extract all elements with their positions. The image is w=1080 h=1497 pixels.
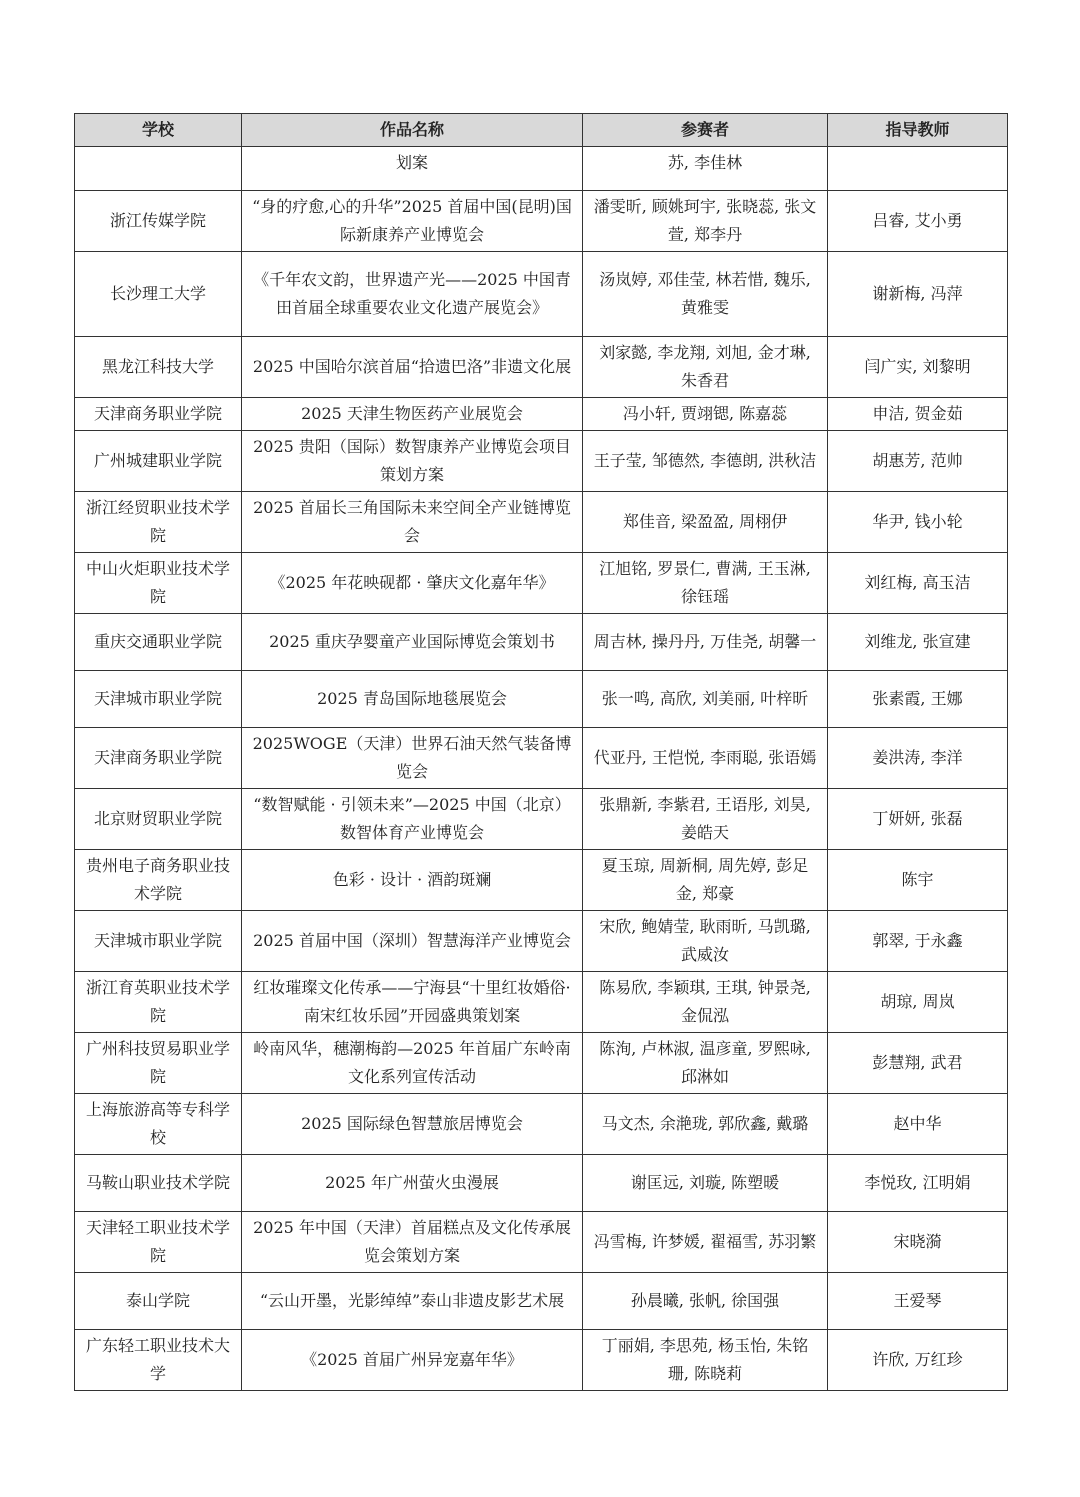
cell-school: 上海旅游高等专科学校 bbox=[75, 1094, 242, 1155]
cell-teachers: 刘红梅, 高玉洁 bbox=[828, 553, 1008, 614]
cell-participants: 王子莹, 邹德然, 李德朗, 洪秋洁 bbox=[583, 431, 828, 492]
cell-participants: 张鼎新, 李紫君, 王语彤, 刘昊, 姜皓天 bbox=[583, 789, 828, 850]
cell-work-title: 红妆璀璨文化传承——宁海县“十里红妆婚俗·南宋红妆乐园”开园盛典策划案 bbox=[242, 972, 583, 1033]
header-teachers: 指导教师 bbox=[828, 114, 1008, 147]
cell-teachers: 郭翠, 于永鑫 bbox=[828, 911, 1008, 972]
table-row bbox=[75, 553, 1008, 614]
cell-participants: 冯小轩, 贾翊锶, 陈嘉蕊 bbox=[583, 398, 828, 431]
table-row bbox=[75, 1330, 1008, 1391]
table-header-row bbox=[75, 114, 1008, 147]
cell-work-title: 2025 首届长三角国际未来空间全产业链博览会 bbox=[242, 492, 583, 553]
cell-work-title: 色彩 · 设计 · 酒韵斑斓 bbox=[242, 850, 583, 911]
cell-participants: 苏, 李佳林 bbox=[583, 147, 828, 191]
header-participants: 参赛者 bbox=[583, 114, 828, 147]
cell-school: 广州科技贸易职业学院 bbox=[75, 1033, 242, 1094]
cell-participants: 陈洵, 卢林淑, 温彦童, 罗熙咏, 邱淋如 bbox=[583, 1033, 828, 1094]
cell-teachers: 吕睿, 艾小勇 bbox=[828, 191, 1008, 252]
cell-participants: 张一鸣, 高欣, 刘美丽, 叶梓昕 bbox=[583, 671, 828, 728]
cell-teachers: 丁妍妍, 张磊 bbox=[828, 789, 1008, 850]
table-row bbox=[75, 1212, 1008, 1273]
cell-school: 黑龙江科技大学 bbox=[75, 337, 242, 398]
cell-school: 广东轻工职业技术大学 bbox=[75, 1330, 242, 1391]
table-row bbox=[75, 398, 1008, 431]
cell-school: 中山火炬职业技术学院 bbox=[75, 553, 242, 614]
cell-teachers: 姜洪涛, 李洋 bbox=[828, 728, 1008, 789]
table-row-continuation bbox=[75, 147, 1008, 191]
table-row bbox=[75, 252, 1008, 337]
cell-participants: 郑佳音, 梁盈盈, 周栩伊 bbox=[583, 492, 828, 553]
table-row bbox=[75, 431, 1008, 492]
table-row bbox=[75, 191, 1008, 252]
cell-work-title: “云山开墨，光影绰绰”泰山非遗皮影艺术展 bbox=[242, 1273, 583, 1330]
cell-work-title: 2025WOGE（天津）世界石油天然气装备博览会 bbox=[242, 728, 583, 789]
cell-participants: 丁丽娟, 李思苑, 杨玉怡, 朱铭珊, 陈晓莉 bbox=[583, 1330, 828, 1391]
cell-participants: 谢匡远, 刘璇, 陈塑暖 bbox=[583, 1155, 828, 1212]
cell-work-title: 2025 国际绿色智慧旅居博览会 bbox=[242, 1094, 583, 1155]
cell-teachers: 胡惠芳, 范帅 bbox=[828, 431, 1008, 492]
cell-participants: 汤岚婷, 邓佳莹, 林若惜, 魏乐, 黄雅雯 bbox=[583, 252, 828, 337]
table-row bbox=[75, 1273, 1008, 1330]
header-work-title: 作品名称 bbox=[242, 114, 583, 147]
table-row bbox=[75, 789, 1008, 850]
table-row bbox=[75, 911, 1008, 972]
cell-teachers: 华尹, 钱小轮 bbox=[828, 492, 1008, 553]
cell-work-title: 划案 bbox=[242, 147, 583, 191]
cell-work-title: “身的疗愈,心的升华”2025 首届中国(昆明)国际新康养产业博览会 bbox=[242, 191, 583, 252]
cell-participants: 刘家懿, 李龙翔, 刘旭, 金才琳, 朱香君 bbox=[583, 337, 828, 398]
cell-teachers bbox=[828, 147, 1008, 191]
cell-participants: 江旭铭, 罗景仁, 曹满, 王玉淋, 徐钰瑶 bbox=[583, 553, 828, 614]
cell-teachers: 张素霞, 王娜 bbox=[828, 671, 1008, 728]
cell-school: 浙江育英职业技术学院 bbox=[75, 972, 242, 1033]
cell-school: 长沙理工大学 bbox=[75, 252, 242, 337]
cell-participants: 冯雪梅, 许梦媛, 翟福雪, 苏羽繁 bbox=[583, 1212, 828, 1273]
cell-teachers: 赵中华 bbox=[828, 1094, 1008, 1155]
cell-work-title: 2025 天津生物医药产业展览会 bbox=[242, 398, 583, 431]
cell-teachers: 陈宇 bbox=[828, 850, 1008, 911]
cell-teachers: 宋晓漪 bbox=[828, 1212, 1008, 1273]
table-row bbox=[75, 1094, 1008, 1155]
cell-work-title: 2025 年中国（天津）首届糕点及文化传承展览会策划方案 bbox=[242, 1212, 583, 1273]
cell-school: 贵州电子商务职业技术学院 bbox=[75, 850, 242, 911]
cell-school: 浙江经贸职业技术学院 bbox=[75, 492, 242, 553]
cell-teachers: 许欣, 万红珍 bbox=[828, 1330, 1008, 1391]
cell-work-title: 2025 青岛国际地毯展览会 bbox=[242, 671, 583, 728]
cell-school: 北京财贸职业学院 bbox=[75, 789, 242, 850]
cell-participants: 代亚丹, 王恺悦, 李雨聪, 张语嫣 bbox=[583, 728, 828, 789]
cell-work-title: 2025 贵阳（国际）数智康养产业博览会项目策划方案 bbox=[242, 431, 583, 492]
cell-work-title: 2025 重庆孕婴童产业国际博览会策划书 bbox=[242, 614, 583, 671]
cell-participants: 马文杰, 余滟珑, 郭欣鑫, 戴璐 bbox=[583, 1094, 828, 1155]
table-row bbox=[75, 492, 1008, 553]
cell-school: 天津轻工职业技术学院 bbox=[75, 1212, 242, 1273]
table-row bbox=[75, 1033, 1008, 1094]
cell-participants: 宋欣, 鲍婧莹, 耿雨昕, 马凯璐, 武威汝 bbox=[583, 911, 828, 972]
table-body bbox=[75, 147, 1008, 1391]
cell-work-title: 《2025 首届广州异宠嘉年华》 bbox=[242, 1330, 583, 1391]
cell-school: 天津城市职业学院 bbox=[75, 671, 242, 728]
cell-teachers: 谢新梅, 冯萍 bbox=[828, 252, 1008, 337]
cell-work-title: 岭南风华，穗潮梅韵—2025 年首届广东岭南文化系列宣传活动 bbox=[242, 1033, 583, 1094]
table-row bbox=[75, 850, 1008, 911]
header-school: 学校 bbox=[75, 114, 242, 147]
cell-teachers: 刘维龙, 张宣建 bbox=[828, 614, 1008, 671]
cell-teachers: 李悦玫, 江明娟 bbox=[828, 1155, 1008, 1212]
table-row bbox=[75, 972, 1008, 1033]
cell-school: 天津商务职业学院 bbox=[75, 398, 242, 431]
cell-school: 天津商务职业学院 bbox=[75, 728, 242, 789]
table-row bbox=[75, 728, 1008, 789]
cell-participants: 孙晨曦, 张帆, 徐国强 bbox=[583, 1273, 828, 1330]
cell-school: 天津城市职业学院 bbox=[75, 911, 242, 972]
cell-work-title: 《千年农文韵，世界遗产光——2025 中国青田首届全球重要农业文化遗产展览会》 bbox=[242, 252, 583, 337]
cell-participants: 陈易欣, 李颖琪, 王琪, 钟景尧, 金侃泓 bbox=[583, 972, 828, 1033]
cell-school: 重庆交通职业学院 bbox=[75, 614, 242, 671]
cell-work-title: 《2025 年花映砚都 · 肇庆文化嘉年华》 bbox=[242, 553, 583, 614]
table-row bbox=[75, 1155, 1008, 1212]
table-row bbox=[75, 614, 1008, 671]
cell-work-title: 2025 首届中国（深圳）智慧海洋产业博览会 bbox=[242, 911, 583, 972]
cell-teachers: 胡琼, 周岚 bbox=[828, 972, 1008, 1033]
table-row bbox=[75, 337, 1008, 398]
cell-participants: 潘雯昕, 顾姚珂宇, 张晓蕊, 张文萱, 郑李丹 bbox=[583, 191, 828, 252]
cell-teachers: 彭慧翔, 武君 bbox=[828, 1033, 1008, 1094]
cell-work-title: 2025 中国哈尔滨首届“拾遗巴洛”非遗文化展 bbox=[242, 337, 583, 398]
table-row bbox=[75, 671, 1008, 728]
cell-school bbox=[75, 147, 242, 191]
cell-school: 泰山学院 bbox=[75, 1273, 242, 1330]
cell-participants: 周吉林, 操丹丹, 万佳尧, 胡馨一 bbox=[583, 614, 828, 671]
cell-teachers: 王爱琴 bbox=[828, 1273, 1008, 1330]
cell-school: 浙江传媒学院 bbox=[75, 191, 242, 252]
cell-work-title: 2025 年广州萤火虫漫展 bbox=[242, 1155, 583, 1212]
cell-teachers: 闫广实, 刘黎明 bbox=[828, 337, 1008, 398]
cell-school: 马鞍山职业技术学院 bbox=[75, 1155, 242, 1212]
cell-teachers: 申洁, 贺金茹 bbox=[828, 398, 1008, 431]
awards-table bbox=[74, 113, 1008, 1391]
cell-participants: 夏玉琼, 周新桐, 周先婷, 彭足金, 郑豪 bbox=[583, 850, 828, 911]
cell-work-title: “数智赋能 · 引领未来”—2025 中国（北京）数智体育产业博览会 bbox=[242, 789, 583, 850]
cell-school: 广州城建职业学院 bbox=[75, 431, 242, 492]
